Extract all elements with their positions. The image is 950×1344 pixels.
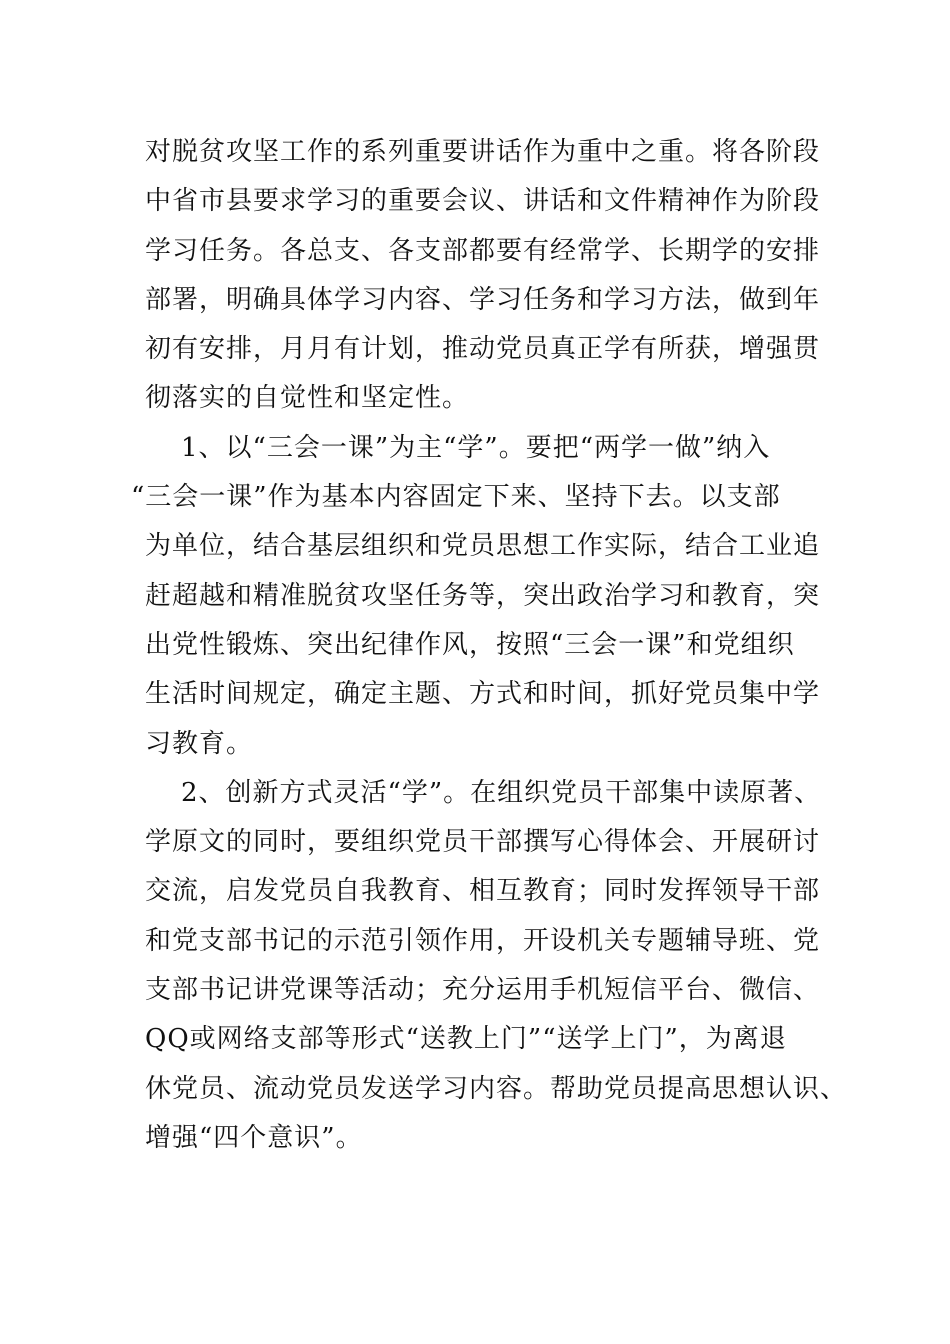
text-line: 部署，明确具体学习内容、学习任务和学习方法，做到年	[145, 284, 821, 315]
text-line: 休党员、流动党员发送学习内容。帮助党员提高思想认识、	[145, 1073, 848, 1104]
text-line: 赶超越和精准脱贫攻坚任务等，突出政治学习和教育，突	[145, 580, 821, 611]
text-line: 支部书记讲党课等活动；充分运用手机短信平台、微信、	[145, 975, 821, 1006]
paragraph-2-heading-line: 2、创新方式灵活“学”。在组织党员干部集中读原著、	[181, 777, 822, 808]
text-line: 出党性锻炼、突出纪律作风，按照“三会一课”和党组织	[145, 629, 795, 660]
text-line: 生活时间规定，确定主题、方式和时间，抓好党员集中学	[145, 679, 821, 710]
text-line: 彻落实的自觉性和坚定性。	[145, 383, 470, 414]
text-line: 学原文的同时，要组织党员干部撰写心得体会、开展研讨	[145, 827, 821, 858]
text-line: 增强“四个意识”。	[145, 1122, 363, 1153]
text-line: “三会一课”作为基本内容固定下来、坚持下去。以支部	[131, 482, 781, 513]
text-line: 习教育。	[145, 728, 254, 759]
text-line: 交流，启发党员自我教育、相互教育；同时发挥领导干部	[145, 876, 821, 907]
text-line: QQ或网络支部等形式“送教上门”“送学上门”，为离退	[145, 1024, 787, 1055]
paragraph-1-heading-line: 1、以“三会一课”为主“学”。要把“两学一做”纳入	[181, 432, 771, 463]
text-line: 对脱贫攻坚工作的系列重要讲话作为重中之重。将各阶段	[145, 137, 821, 167]
text-line: 学习任务。各总支、各支部都要有经常学、长期学的安排	[145, 235, 821, 266]
text-line: 初有安排，月月有计划，推动党员真正学有所获，增强贯	[145, 334, 821, 365]
body-text	[131, 128, 848, 1163]
text-line: 和党支部书记的示范引领作用，开设机关专题辅导班、党	[145, 925, 821, 956]
text-line: 中省市县要求学习的重要会议、讲话和文件精神作为阶段	[145, 186, 821, 217]
text-line: 为单位，结合基层组织和党员思想工作实际，结合工业追	[145, 531, 821, 562]
